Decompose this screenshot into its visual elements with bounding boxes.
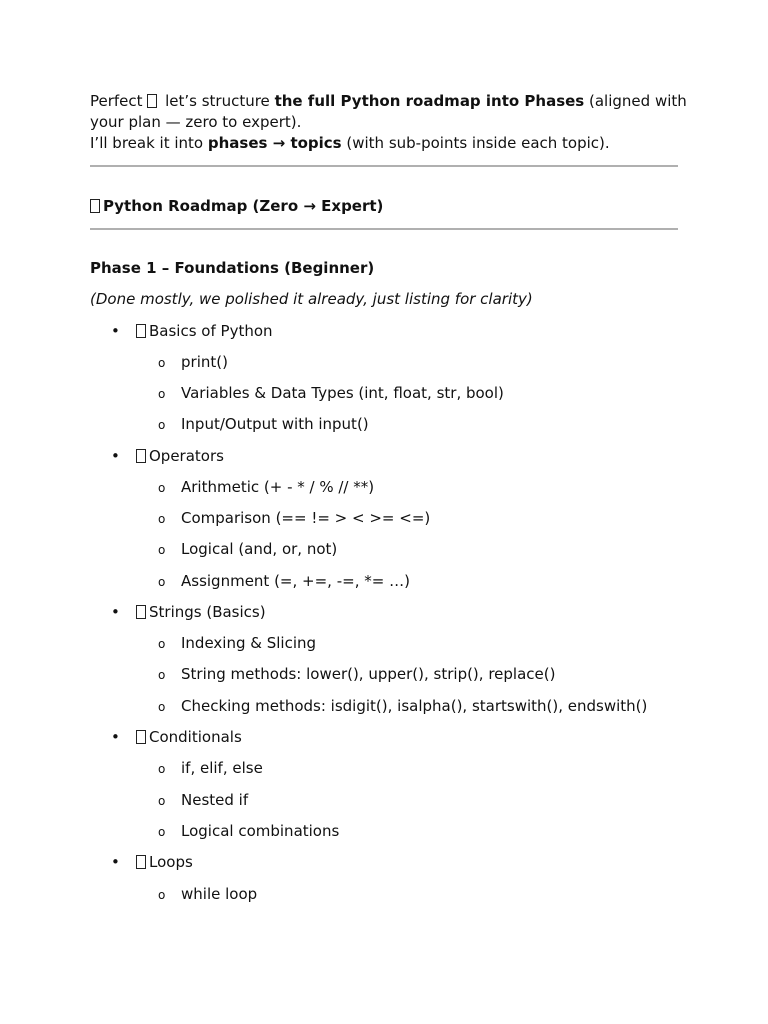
missing-glyph-icon [136, 324, 146, 338]
horizontal-rule [90, 165, 678, 167]
bullet-icon: • [111, 447, 120, 465]
sub-item-label: Variables & Data Types (int, float, str, bool) [181, 384, 504, 402]
circle-bullet-icon: o [158, 481, 166, 495]
bullet-icon: • [111, 322, 120, 340]
circle-bullet-icon: o [158, 762, 166, 776]
sub-item-label: Arithmetic (+ - * / % // **) [181, 478, 375, 496]
phase-title: Phase 1 – Foundations (Beginner) [90, 259, 375, 277]
intro-line-1 [90, 91, 690, 133]
phase-note: (Done mostly, we polished it already, just listing for clarity) [90, 290, 533, 308]
sub-item-label: Logical (and, or, not) [181, 540, 338, 558]
sub-item-label: Comparison (== != > < >= <=) [181, 509, 431, 527]
missing-glyph-icon [90, 199, 100, 213]
sub-item-label: Assignment (=, +=, -=, *= …) [181, 572, 410, 590]
intro-line-2 [90, 133, 690, 154]
topic-label [136, 727, 242, 747]
sub-item-label: Logical combinations [181, 822, 340, 840]
circle-bullet-icon: o [158, 825, 166, 839]
sub-item-label: Input/Output with input() [181, 415, 369, 433]
intro-text-b: let’s structure [160, 92, 275, 110]
topic-label-text: Strings (Basics) [149, 603, 266, 621]
sub-item-label: if, elif, else [181, 759, 263, 777]
topic-label [136, 446, 224, 466]
horizontal-rule [90, 228, 678, 230]
missing-glyph-icon [136, 449, 146, 463]
circle-bullet-icon: o [158, 418, 166, 432]
circle-bullet-icon: o [158, 356, 166, 370]
intro-paragraph [90, 91, 690, 154]
sub-item-label: while loop [181, 885, 258, 903]
circle-bullet-icon: o [158, 637, 166, 651]
sub-item-label: Checking methods: isdigit(), isalpha(), startswith(), endswith() [181, 697, 648, 715]
intro-text-e: (with sub-points inside each topic). [341, 134, 610, 152]
bullet-icon: • [111, 728, 120, 746]
topic-label-text: Operators [149, 447, 224, 465]
circle-bullet-icon: o [158, 794, 166, 808]
circle-bullet-icon: o [158, 888, 166, 902]
circle-bullet-icon: o [158, 543, 166, 557]
sub-item-label: Indexing & Slicing [181, 634, 317, 652]
circle-bullet-icon: o [158, 512, 166, 526]
intro-bold-phrase-2: phases → topics [207, 134, 342, 152]
intro-bold-phrase: the full Python roadmap into Phases [274, 92, 585, 110]
circle-bullet-icon: o [158, 668, 166, 682]
missing-glyph-icon [147, 94, 157, 108]
bullet-icon: • [111, 853, 120, 871]
sub-item-label: print() [181, 353, 228, 371]
topic-label-text: Conditionals [149, 728, 242, 746]
missing-glyph-icon [136, 605, 146, 619]
roadmap-title [90, 196, 383, 216]
intro-text-a: Perfect [90, 92, 148, 110]
circle-bullet-icon: o [158, 575, 166, 589]
intro-text-c: (aligned with your plan — zero to expert). [90, 92, 687, 131]
circle-bullet-icon: o [158, 700, 166, 714]
sub-item-label: Nested if [181, 791, 249, 809]
circle-bullet-icon: o [158, 387, 166, 401]
bullet-icon: • [111, 603, 120, 621]
missing-glyph-icon [136, 855, 146, 869]
topic-label [136, 321, 273, 341]
sub-item-label: String methods: lower(), upper(), strip(), replace() [181, 665, 556, 683]
topic-label [136, 602, 266, 622]
missing-glyph-icon [136, 730, 146, 744]
intro-text-d: I’ll break it into [90, 134, 208, 152]
topic-label-text: Loops [149, 853, 193, 871]
roadmap-title-text: Python Roadmap (Zero → Expert) [103, 197, 384, 215]
topic-label-text: Basics of Python [149, 322, 273, 340]
topic-label [136, 852, 193, 872]
